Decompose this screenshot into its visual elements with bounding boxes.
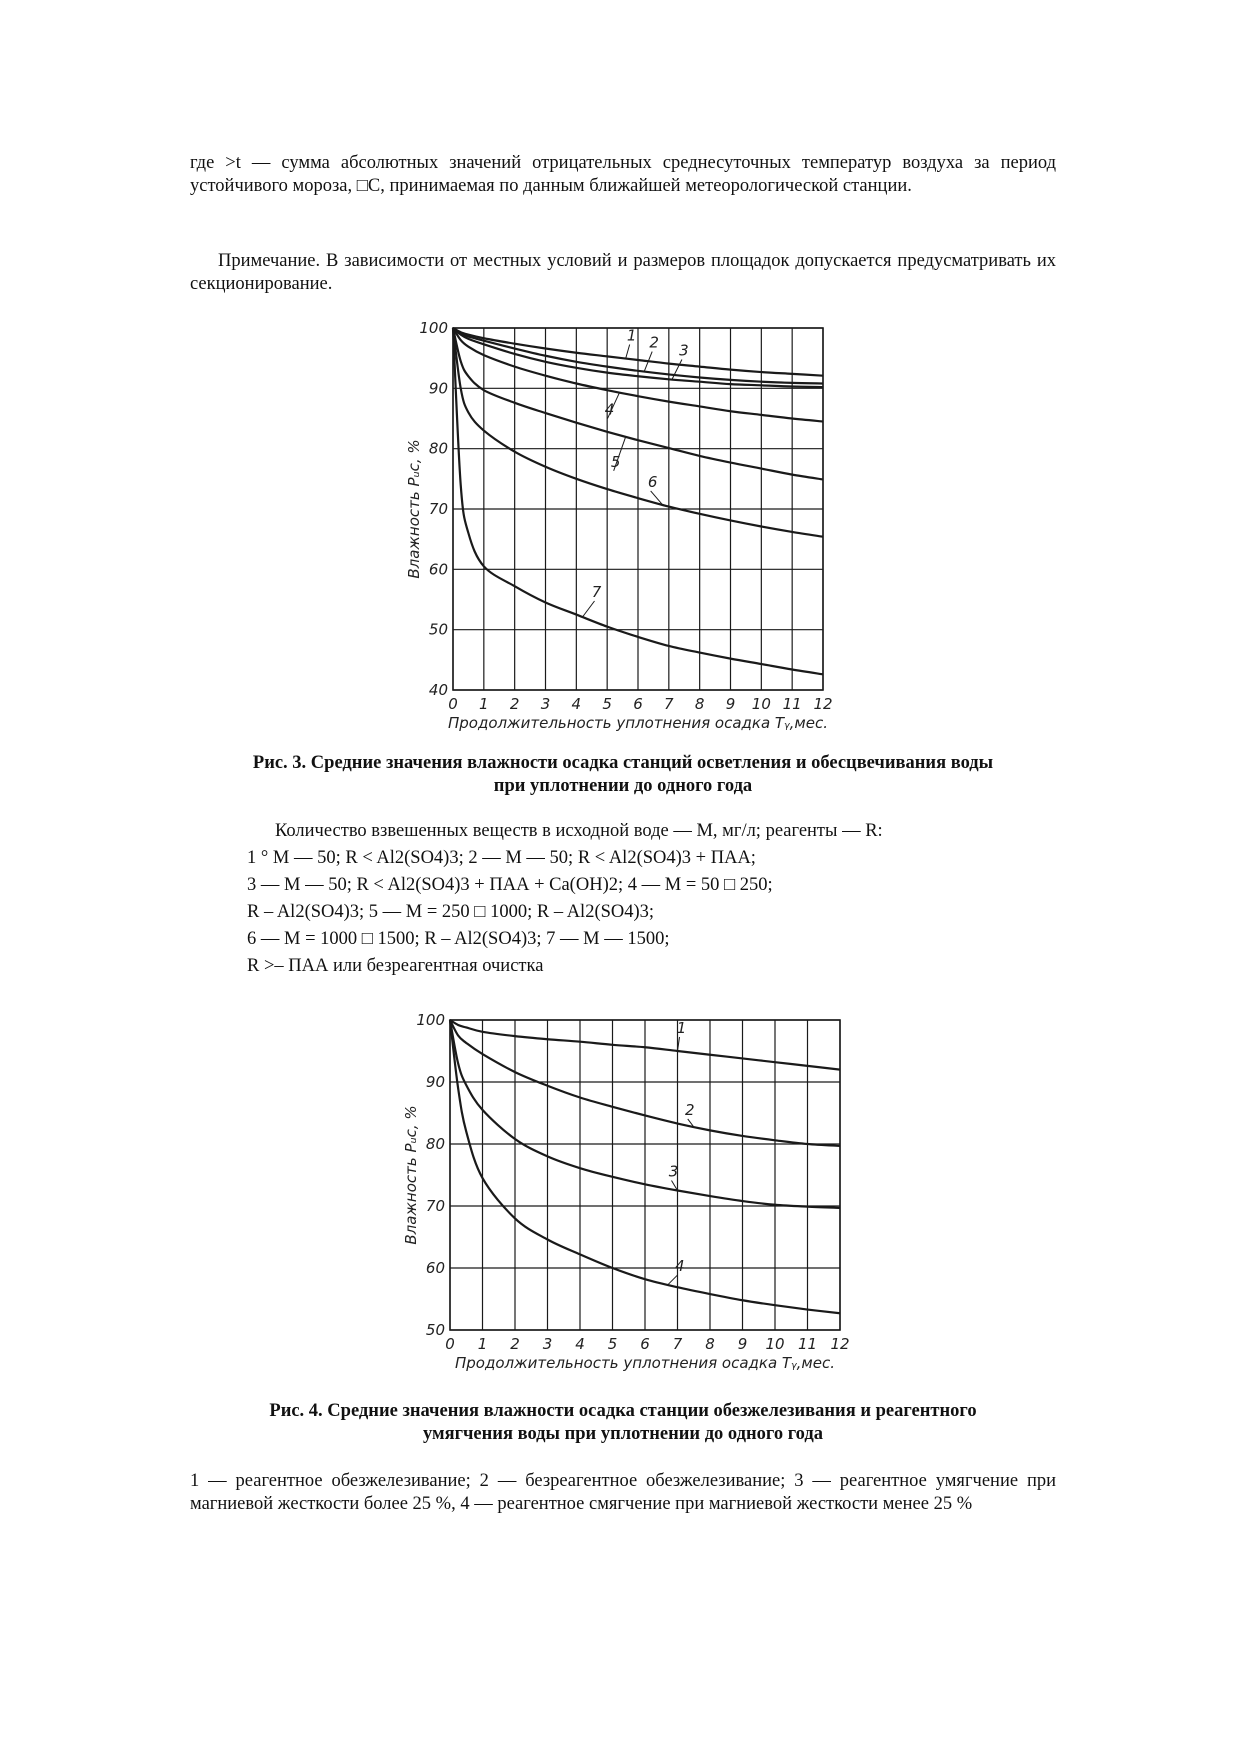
curve-label-1: 1 <box>676 1019 687 1037</box>
y-tick-label: 100 <box>419 319 448 337</box>
figure-4-caption-line-1: Рис. 4. Средние значения влажности осадка станции обезжелезивания и реагентного <box>269 1401 977 1421</box>
y-tick-label: 90 <box>425 1073 445 1091</box>
x-tick-label: 5 <box>607 1335 618 1353</box>
curve-label-5: 5 <box>610 452 621 471</box>
x-tick-label: 0 <box>445 1335 455 1353</box>
x-tick-label: 7 <box>664 695 674 713</box>
x-tick-label: 2 <box>510 1335 520 1353</box>
y-tick-label: 80 <box>428 439 448 458</box>
x-tick-label: 2 <box>509 695 520 713</box>
figure-3-caption-line-2: при уплотнении до одного года <box>493 776 753 796</box>
figure-3-legend-line: R – Al2(SO4)3; 5 — M = 250 □ 1000; R – Al2(SO4)3; <box>247 902 655 922</box>
x-tick-label: 11 <box>797 1335 818 1353</box>
figure-3-legend <box>247 818 1047 980</box>
x-tick-label: 8 <box>694 695 705 713</box>
x-tick-label: 6 <box>640 1335 650 1353</box>
y-tick-label: 40 <box>428 681 448 699</box>
figure-4-caption-line-2: умягчения воды при уплотнении до одного года <box>422 1424 823 1444</box>
x-tick-label: 3 <box>542 1335 553 1353</box>
curve-label-3: 3 <box>679 341 689 360</box>
x-tick-label: 7 <box>672 1335 683 1353</box>
x-tick-label: 10 <box>751 695 771 713</box>
x-tick-label: 4 <box>575 1335 585 1353</box>
y-tick-label: 50 <box>425 1321 445 1339</box>
y-tick-label: 60 <box>428 560 448 579</box>
curve-label-7: 7 <box>591 582 602 601</box>
y-tick-label: 80 <box>425 1135 445 1153</box>
curve-label-leader <box>583 601 595 617</box>
y-tick-label: 90 <box>428 379 448 398</box>
curve-label-2: 2 <box>684 1100 695 1119</box>
x-tick-label: 5 <box>602 695 612 713</box>
figure-4-svg <box>395 1005 855 1397</box>
x-tick-label: 12 <box>813 695 833 713</box>
y-tick-label: 70 <box>428 500 448 518</box>
figure-4-chart <box>395 1005 855 1397</box>
paragraph-note: Примечание. В зависимости от местных условий и размеров площадок допускается предусматривать их секционирование. <box>190 251 1056 294</box>
x-tick-label: 12 <box>830 1335 850 1353</box>
y-tick-label: 60 <box>425 1259 445 1277</box>
y-tick-label: 70 <box>425 1197 445 1215</box>
x-tick-label: 1 <box>477 1335 488 1353</box>
x-tick-label: 10 <box>765 1335 785 1353</box>
y-tick-label: 50 <box>428 620 448 639</box>
figure-3-caption-line-1: Рис. 3. Средние значения влажности осадка станций осветления и обесцвечивания воды <box>252 753 994 773</box>
y-axis-label: Влажность Pᵤc, % <box>405 439 423 579</box>
x-tick-label: 4 <box>571 695 582 713</box>
figure-3-legend-line: Количество взвешенных веществ в исходной воде — M, мг/л; реагенты — R: <box>275 821 883 841</box>
y-tick-label: 100 <box>416 1011 445 1029</box>
curve-label-4: 4 <box>604 400 615 419</box>
curve-label-3: 3 <box>668 1162 679 1181</box>
y-axis-label: Влажность Pᵤc, % <box>402 1105 420 1245</box>
curve-label-2: 2 <box>649 333 659 352</box>
curve-label-4: 4 <box>674 1256 685 1275</box>
figure-3-svg <box>395 318 850 750</box>
x-axis-label: Продолжительность уплотнения осадка Tᵧ,мес. <box>447 714 829 732</box>
figure-3-legend-line: R >– ПАА или безреагентная очистка <box>247 956 544 976</box>
figure-4-caption <box>190 1400 1056 1446</box>
figure-3-caption <box>190 752 1056 798</box>
figure-3-legend-line: 6 — M = 1000 □ 1500; R – Al2(SO4)3; 7 — M — 1500; <box>247 929 670 949</box>
figure-4-legend: 1 — реагентное обезжелезивание; 2 — безреагентное обезжелезивание; 3 — реагентное умягчение при магниевой жесткости более 25 %, 4 — реагентное смягчение при магниевой жесткости менее 25 % <box>190 1471 1056 1514</box>
figure-3-chart <box>395 318 850 750</box>
curve-label-6: 6 <box>647 472 658 491</box>
paragraph-definition: где >t — сумма абсолютных значений отрицательных среднесуточных температур воздуха за период устойчивого мороза, □С, принимаемая по данным ближайшей метеорологической станции. <box>190 153 1056 196</box>
figure-3-legend-line: 3 — M — 50; R < Al2(SO4)3 + ПАА + Ca(OH)2; 4 — M = 50 □ 250; <box>247 875 773 895</box>
curve-label-leader <box>626 345 630 359</box>
x-tick-label: 1 <box>479 695 489 713</box>
x-tick-label: 3 <box>540 695 551 713</box>
x-tick-label: 11 <box>782 695 802 713</box>
x-axis-label: Продолжительность уплотнения осадка Tᵧ,мес. <box>454 1354 836 1372</box>
x-tick-label: 0 <box>448 695 458 713</box>
figure-3-legend-line: 1 ° M — 50; R < Al2(SO4)3; 2 — M — 50; R < Al2(SO4)3 + ПАА; <box>247 848 756 868</box>
x-tick-label: 6 <box>633 695 643 713</box>
x-tick-label: 8 <box>705 1335 715 1353</box>
curve-label-1: 1 <box>626 326 637 345</box>
curve-label-leader <box>668 1275 678 1285</box>
x-tick-label: 9 <box>737 1335 748 1353</box>
x-tick-label: 9 <box>725 695 736 713</box>
